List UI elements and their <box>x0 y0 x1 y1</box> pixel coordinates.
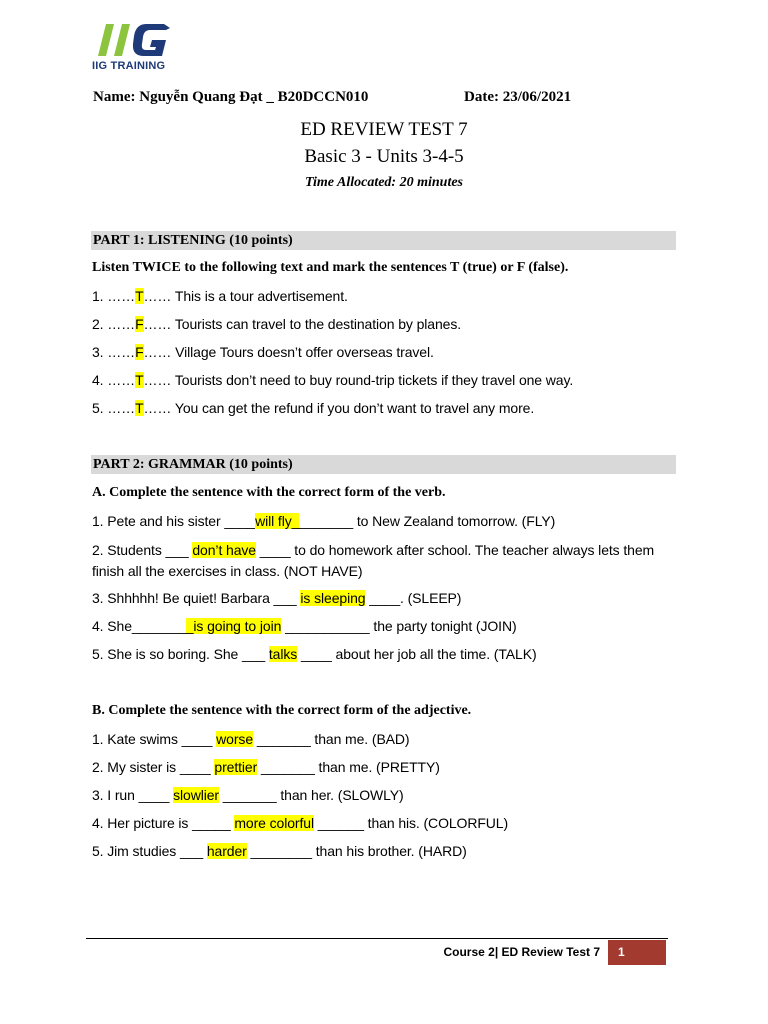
item-prefix: 5. …… <box>92 400 136 416</box>
iig-logo-mark <box>92 18 182 58</box>
page-subtitle: Basic 3 - Units 3-4-5 <box>304 146 464 167</box>
grammar-item <box>92 513 555 529</box>
listening-item <box>92 400 534 416</box>
answer-highlight: _is going to join <box>185 618 282 634</box>
answer-highlight: T <box>135 400 144 416</box>
time-allocated: Time Allocated: 20 minutes <box>304 175 463 190</box>
item-text: _______ than her. (SLOWLY) <box>219 787 404 803</box>
adjective-item <box>92 759 440 775</box>
student-name: Name: Nguyễn Quang Đạt _ B20DCCN010 <box>93 89 369 105</box>
item-prefix: 2. My sister is ____ <box>92 759 215 775</box>
answer-highlight: don’t have <box>192 542 256 558</box>
answer-highlight: F <box>135 316 144 332</box>
item-text: _______ than me. (PRETTY) <box>257 759 440 775</box>
listening-item <box>92 288 348 304</box>
item-text: ____ about her job all the time. (TALK) <box>297 646 537 662</box>
adjective-item <box>92 815 508 831</box>
listening-item <box>92 316 461 332</box>
item-prefix: 2. Students ___ <box>92 542 193 558</box>
answer-highlight: is sleeping <box>300 590 366 606</box>
part2b-instruction: B. Complete the sentence with the correct form of the adjective. <box>92 703 472 718</box>
item-prefix: 5. She is so boring. She ___ <box>92 646 269 662</box>
footer-course: Course 2| ED Review Test 7 <box>443 945 600 959</box>
item-prefix: 3. Shhhhh! Be quiet! Barbara ___ <box>92 590 301 606</box>
item-text: ______ than his. (COLORFUL) <box>313 815 509 831</box>
item-prefix: 4. …… <box>92 372 136 388</box>
item-text: ____ to do homework after school. The teacher always lets them finish all the exercises in class. (NOT HAVE) <box>92 542 655 579</box>
footer-divider <box>86 938 668 939</box>
part2a-instruction: A. Complete the sentence with the correct form of the verb. <box>92 485 446 500</box>
answer-highlight: talks <box>268 646 298 662</box>
item-prefix: 1. Kate swims ____ <box>92 731 217 747</box>
item-prefix: 2. …… <box>92 316 136 332</box>
answer-highlight: harder <box>206 843 247 859</box>
answer-highlight: worse <box>216 731 254 747</box>
item-prefix: 4. Her picture is _____ <box>92 815 235 831</box>
answer-highlight: will fly_ <box>255 513 300 529</box>
item-text: ________ than his brother. (HARD) <box>246 843 467 859</box>
grammar-item <box>92 646 537 662</box>
grammar-item <box>92 618 517 634</box>
logo-text: IIG TRAINING <box>92 60 166 72</box>
answer-highlight: prettier <box>214 759 258 775</box>
item-text: …… Tourists don’t need to buy round-trip tickets if they travel one way. <box>143 372 574 388</box>
answer-highlight: T <box>135 288 144 304</box>
test-date: Date: 23/06/2021 <box>464 89 572 105</box>
adjective-item <box>92 731 410 747</box>
item-prefix: 3. I run ____ <box>92 787 174 803</box>
item-text: ___________ the party tonight (JOIN) <box>281 618 517 634</box>
page-number: 1 <box>608 940 666 965</box>
answer-highlight: T <box>135 372 144 388</box>
item-text: …… You can get the refund if you don’t want to travel any more. <box>143 400 535 416</box>
item-text: …… Village Tours doesn’t offer overseas travel. <box>143 344 434 360</box>
part2-heading: PART 2: GRAMMAR (10 points) <box>91 455 676 474</box>
item-text: _______ to New Zealand tomorrow. (FLY) <box>299 513 556 529</box>
item-text: …… This is a tour advertisement. <box>143 288 348 304</box>
answer-highlight: F <box>135 344 144 360</box>
listening-item <box>92 344 434 360</box>
item-prefix: 1. Pete and his sister ____ <box>92 513 256 529</box>
part1-instruction: Listen TWICE to the following text and mark the sentences T (true) or F (false). <box>92 260 569 275</box>
item-text: …… Tourists can travel to the destination by planes. <box>143 316 462 332</box>
iig-logo <box>92 18 182 76</box>
item-text: ____. (SLEEP) <box>365 590 462 606</box>
item-prefix: 4. She_______ <box>92 618 186 634</box>
item-prefix: 3. …… <box>92 344 136 360</box>
adjective-item <box>92 843 467 859</box>
answer-highlight: slowlier <box>173 787 219 803</box>
part1-heading: PART 1: LISTENING (10 points) <box>91 231 676 250</box>
item-text: _______ than me. (BAD) <box>253 731 410 747</box>
item-prefix: 5. Jim studies ___ <box>92 843 207 859</box>
adjective-item <box>92 787 404 803</box>
grammar-item <box>92 590 461 606</box>
listening-item <box>92 372 573 388</box>
grammar-item <box>92 540 682 582</box>
item-prefix: 1. …… <box>92 288 136 304</box>
answer-highlight: more colorful <box>234 815 314 831</box>
page-title: ED REVIEW TEST 7 <box>300 119 468 140</box>
